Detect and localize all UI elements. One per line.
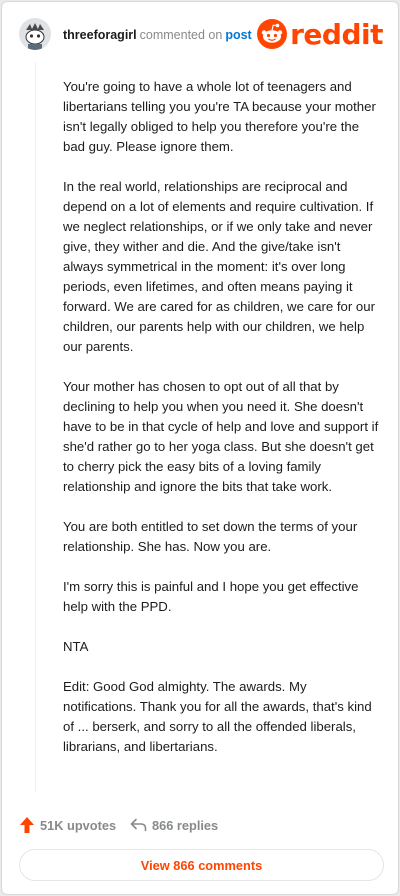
reply-count: 866 replies [152, 817, 219, 833]
post-link[interactable]: post [225, 28, 252, 42]
snoo-avatar-icon[interactable] [19, 18, 51, 50]
view-comments-button[interactable]: View 866 comments [19, 849, 384, 881]
comment-card [1, 1, 399, 895]
comment-actions [19, 814, 379, 836]
comment-paragraph: In the real world, relationships are reciprocal and depend on a lot of elements and require cultivation. If we neglect relationships, or if we only take and never give, they wither and die. And the give/take isn't always symmetrical in the moment: it's over long periods, even lifetimes, and often means paying it forward. We are cared for as children, we care for our children, our parents help with our children, we help our parents. [63, 179, 375, 354]
byline-verb: commented on [139, 28, 223, 42]
comment-paragraph: NTA [63, 639, 89, 654]
comment-paragraph: You're going to have a whole lot of teenagers and libertarians telling you you're TA because your mother isn't legally obliged to help you therefore you're the bad guy. Please ignore them. [63, 79, 376, 154]
comment-paragraph: You are both entitled to set down the terms of your relationship. She has. Now you are. [63, 519, 358, 554]
reddit-wordmark: reddit [290, 17, 383, 51]
replies-button[interactable] [130, 814, 218, 836]
reddit-brand[interactable] [257, 17, 383, 51]
upvote-count: 51K upvotes [40, 817, 117, 833]
upvote-arrow-icon [19, 816, 40, 834]
reply-arrow-icon [130, 818, 152, 832]
thread-line[interactable] [35, 62, 36, 792]
upvote-button[interactable] [19, 814, 116, 836]
comment-body [63, 77, 383, 777]
username-link[interactable]: threeforagirl [63, 28, 137, 42]
comment-paragraph: Your mother has chosen to opt out of all that by declining to help you when you need it. She doesn't have to be in that cycle of help and love and support if she'd rather go to her yoga class. But she doesn't get to cherry pick the easy bits of a loving family relationship and ignore the bits that take work. [63, 379, 379, 494]
comment-byline [63, 28, 252, 42]
comment-paragraph: I'm sorry this is painful and I hope you get effective help with the PPD. [63, 579, 359, 614]
comment-paragraph: Edit: Good God almighty. The awards. My notifications. Thank you for all the awards, that's kind of ... berserk, and sorry to all the offended liberals, librarians, and libertarians. [63, 679, 372, 754]
reddit-snoo-logo-icon [257, 19, 287, 49]
comment-header [19, 16, 383, 56]
